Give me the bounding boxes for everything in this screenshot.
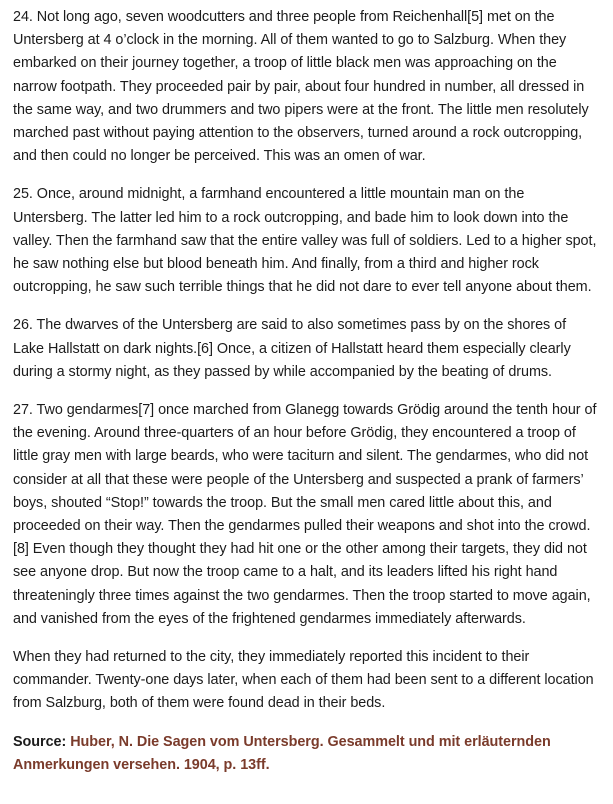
paragraph-26: 26. The dwarves of the Untersberg are said to also sometimes pass by on the shores of Lake Hallstatt on dark nights.[6] Once, a citizen of Hallstatt heard them especially clearly during a stormy night, as they passed by while accompanied by the beating of drums.	[13, 317, 571, 380]
paragraph-24: 24. Not long ago, seven woodcutters and three people from Reichenhall[5] met on the Untersberg at 4 o’clock in the morning. All of them wanted to go to Salzburg. When they embarked on their journey together, a troop of little black men was approaching on the narrow footpath. They proceeded pair by pair, about four hundred in number, all dressed in the same way, and two drummers and two pipers were at the front. The little men resolutely marched past without paying attention to the observers, turned around a rock outcropping, and then could no longer be perceived. This was an omen of war.	[13, 9, 589, 165]
source-link[interactable]: Huber, N. Die Sagen vom Untersberg. Gesammelt und mit erläuternden Anmerkungen versehen. 1904, p. 13ff.	[13, 733, 551, 773]
paragraph-27: 27. Two gendarmes[7] once marched from Glanegg towards Grödig around the tenth hour of the evening. Around three-quarters of an hour before Grödig, they encountered a troop of little gray men with large beards, who were taciturn and silent. The gendarmes, who did not consider at all that these were people of the Untersberg and suspected a prank of farmers’ boys, shouted “Stop!” towards the troop. But the small men cared little about this, and proceeded on their way. Then the gendarmes pulled their weapons and shot into the crowd.[8] Even though they thought they had hit one or the other among their targets, they did not see anyone drop. But now the troop came to a halt, and its leaders lifted his right hand threateningly three times against the two gendarmes. Then the troop started to move again, and vanished from the eyes of the frightened gendarmes immediately afterwards.	[13, 402, 597, 627]
source-citation	[13, 731, 600, 777]
source-label: Source:	[13, 733, 67, 750]
paragraph-aftermath: When they had returned to the city, they immediately reported this incident to their commander. Twenty-one days later, when each of them had been sent to a different location from Salzburg, both of them were found dead in their beds.	[13, 649, 594, 712]
paragraph-25: 25. Once, around midnight, a farmhand encountered a little mountain man on the Untersberg. The latter led him to a rock outcropping, and bade him to look down into the valley. Then the farmhand saw that the entire valley was full of soldiers. Led to a higher spot, he saw nothing else but blood beneath him. And finally, from a third and higher rock outcropping, he saw such terrible things that he did not dare to ever tell anyone about them.	[13, 186, 597, 296]
